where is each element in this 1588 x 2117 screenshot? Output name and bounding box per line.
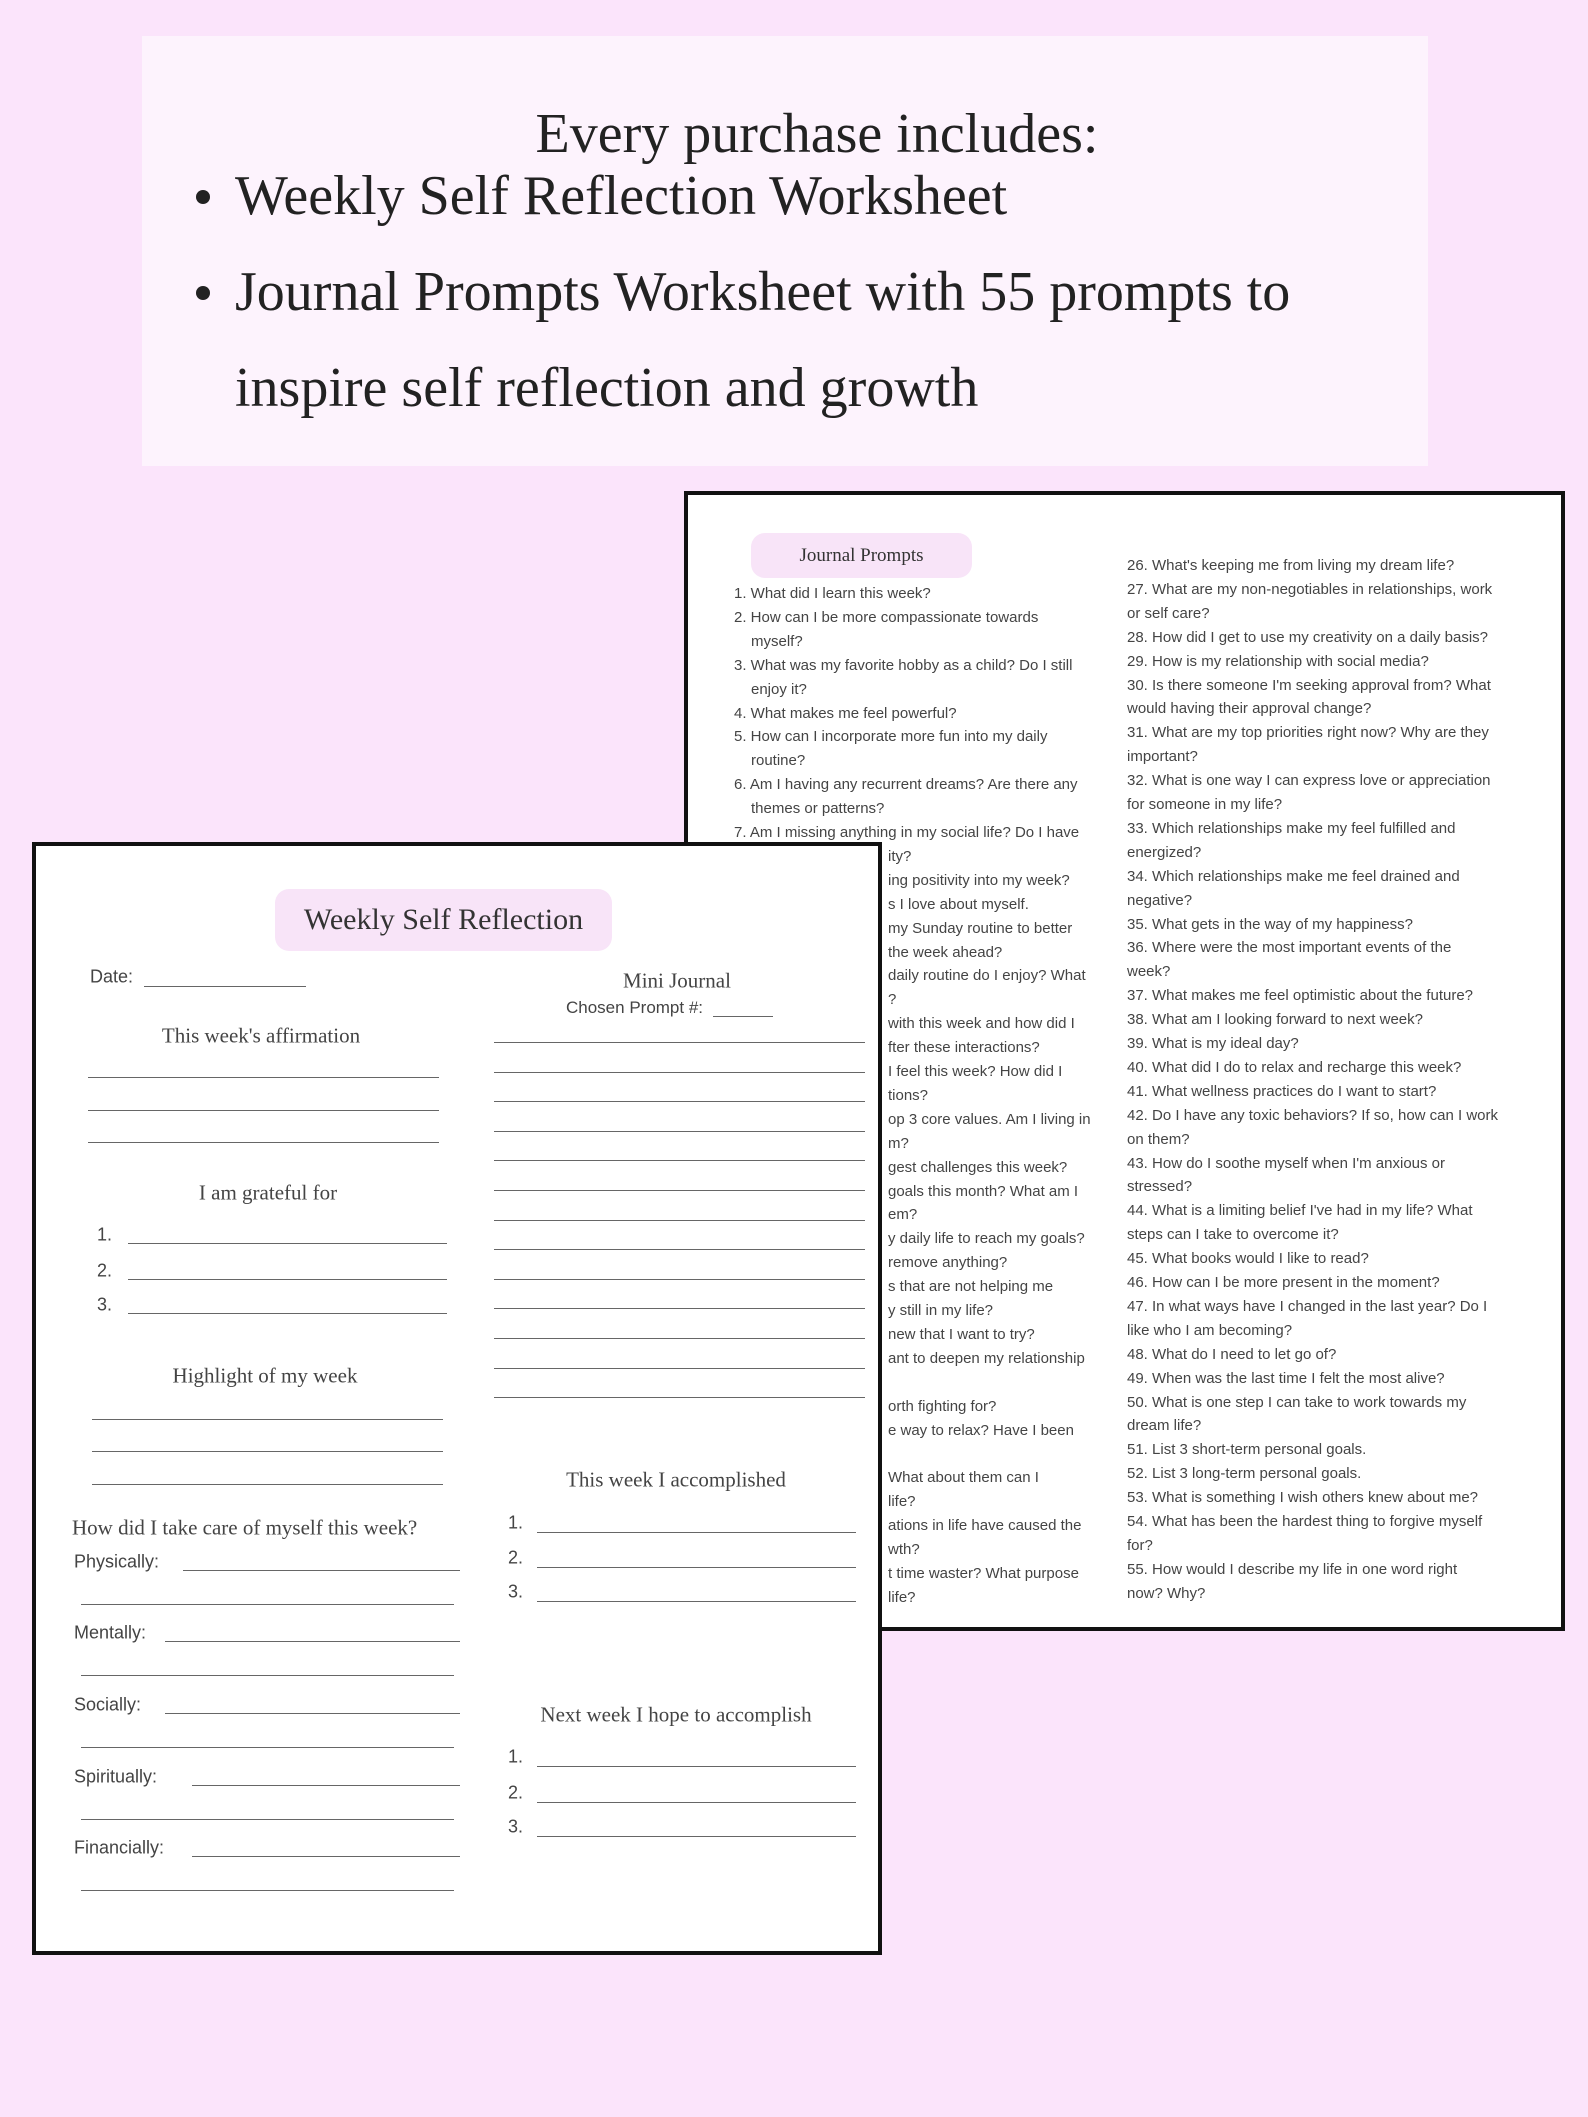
mini-journal-line[interactable] xyxy=(494,1308,865,1309)
prompt-line: 51. List 3 short-term personal goals. xyxy=(1127,1441,1367,1459)
highlight-line[interactable] xyxy=(92,1419,443,1420)
self-care-field[interactable] xyxy=(81,1890,454,1891)
prompt-line: life? xyxy=(888,1588,916,1606)
prompt-line: 41. What wellness practices do I want to start? xyxy=(1127,1082,1437,1100)
prompt-line: 50. What is one step I can take to work towards my xyxy=(1127,1393,1467,1411)
prompt-line: 26. What's keeping me from living my dream life? xyxy=(1127,557,1455,574)
prompt-line: ? xyxy=(888,991,897,1009)
prompt-line: 6. Am I having any recurrent dreams? Are there any xyxy=(734,776,1078,794)
prompt-line: ity? xyxy=(888,847,912,865)
mini-journal-line[interactable] xyxy=(494,1072,865,1073)
next-week-line[interactable] xyxy=(537,1836,856,1837)
next-week-heading: Next week I hope to accomplish xyxy=(540,1702,812,1727)
prompt-line: 36. Where were the most important events of the xyxy=(1127,939,1452,957)
grateful-heading: I am grateful for xyxy=(198,1180,338,1205)
affirmation-line[interactable] xyxy=(88,1110,439,1111)
affirmation-line[interactable] xyxy=(88,1077,439,1078)
prompt-line: routine? xyxy=(751,752,806,770)
accomplished-heading: This week I accomplished xyxy=(566,1467,786,1492)
mini-journal-line[interactable] xyxy=(494,1101,865,1102)
mini-journal-line[interactable] xyxy=(494,1160,865,1161)
prompt-line: energized? xyxy=(1127,843,1202,861)
list-number: 3. xyxy=(508,1581,524,1602)
weekly-reflection-sheet xyxy=(32,842,882,1955)
header-title: Every purchase includes: xyxy=(535,103,1099,165)
highlight-heading: Highlight of my week xyxy=(172,1363,358,1388)
prompt-line: 7. Am I missing anything in my social life? Do I have xyxy=(734,824,1080,841)
prompt-line: dream life? xyxy=(1127,1417,1202,1435)
self-care-field[interactable] xyxy=(81,1604,454,1605)
prompt-line: 44. What is a limiting belief I've had in my life? What xyxy=(1127,1202,1473,1220)
prompt-line: 4. What makes me feel powerful? xyxy=(734,704,957,722)
self-care-label: Spiritually: xyxy=(74,1766,158,1787)
accomplished-line[interactable] xyxy=(537,1601,856,1602)
prompt-line: gest challenges this week? xyxy=(888,1158,1068,1176)
prompt-line: op 3 core values. Am I living in xyxy=(888,1110,1091,1128)
mini-journal-line[interactable] xyxy=(494,1220,865,1221)
grateful-line[interactable] xyxy=(128,1313,447,1314)
prompt-line: goals this month? What am I xyxy=(888,1182,1079,1200)
prompt-line: 1. What did I learn this week? xyxy=(734,585,931,602)
prompt-line: orth fighting for? xyxy=(888,1397,997,1415)
prompt-line: 46. How can I be more present in the moment? xyxy=(1127,1274,1440,1291)
prompt-line: now? Why? xyxy=(1127,1584,1206,1602)
prompt-line: with this week and how did I xyxy=(888,1015,1075,1033)
prompt-line: 31. What are my top priorities right now? Why are they xyxy=(1127,724,1489,742)
prompt-line: would having their approval change? xyxy=(1127,700,1372,718)
prompt-line: on them? xyxy=(1127,1130,1190,1148)
prompt-line: for? xyxy=(1127,1536,1153,1554)
journal-title: Journal Prompts xyxy=(751,533,972,578)
accomplished-line[interactable] xyxy=(537,1532,856,1533)
prompt-line: myself? xyxy=(751,632,803,650)
prompt-line: 30. Is there someone I'm seeking approval from? What xyxy=(1127,676,1491,694)
grateful-line[interactable] xyxy=(128,1279,447,1280)
prompt-line: 54. What has been the hardest thing to forgive myself xyxy=(1127,1513,1483,1530)
prompt-line: 34. Which relationships make me feel drained and xyxy=(1127,867,1460,885)
chosen-prompt-label: Chosen Prompt #: xyxy=(566,998,704,1017)
list-number: 1. xyxy=(508,1746,524,1767)
self-care-field[interactable] xyxy=(81,1675,454,1676)
prompt-line: 2. How can I be more compassionate towards xyxy=(734,608,1039,626)
prompt-line: 28. How did I get to use my creativity on a daily basis? xyxy=(1127,628,1489,646)
self-care-field[interactable] xyxy=(165,1641,460,1642)
self-care-field[interactable] xyxy=(192,1785,460,1786)
mini-journal-line[interactable] xyxy=(494,1338,865,1339)
date-field[interactable] xyxy=(144,986,306,987)
list-number: 2. xyxy=(508,1782,524,1803)
prompt-line: y daily life to reach my goals? xyxy=(888,1230,1085,1248)
prompt-line: like who I am becoming? xyxy=(1127,1321,1293,1339)
next-week-line[interactable] xyxy=(537,1802,856,1803)
prompt-line: I feel this week? How did I xyxy=(888,1063,1063,1080)
prompt-line: 52. List 3 long-term personal goals. xyxy=(1127,1465,1362,1483)
prompt-line: 3. What was my favorite hobby as a child? Do I still xyxy=(734,656,1073,674)
prompt-line: em? xyxy=(888,1206,918,1224)
self-care-label: Mentally: xyxy=(74,1622,147,1643)
self-care-label: Financially: xyxy=(74,1837,165,1858)
prompt-line: new that I want to try? xyxy=(888,1325,1035,1343)
prompt-line: 48. What do I need to let go of? xyxy=(1127,1345,1337,1363)
bullet-icon xyxy=(196,190,210,204)
prompt-line: What about them can I xyxy=(888,1469,1039,1487)
prompt-line: 37. What makes me feel optimistic about the future? xyxy=(1127,987,1474,1005)
prompt-line: wth? xyxy=(888,1541,920,1558)
prompt-line: m? xyxy=(888,1134,909,1152)
weekly-title: Weekly Self Reflection xyxy=(275,889,612,951)
prompt-line: 45. What books would I like to read? xyxy=(1127,1250,1369,1268)
prompt-line: 35. What gets in the way of my happiness? xyxy=(1127,915,1413,933)
prompt-line: stressed? xyxy=(1127,1178,1193,1196)
prompt-line: ant to deepen my relationship xyxy=(888,1349,1085,1367)
prompt-line: negative? xyxy=(1127,891,1193,909)
mini-journal-line[interactable] xyxy=(494,1190,865,1191)
self-care-field[interactable] xyxy=(81,1819,454,1820)
prompt-line: t time waster? What purpose xyxy=(888,1564,1079,1582)
mini-journal-heading: Mini Journal xyxy=(623,968,731,993)
mini-journal-line[interactable] xyxy=(494,1279,865,1280)
prompt-line: 27. What are my non-negotiables in relationships, work xyxy=(1127,580,1493,598)
self-care-field[interactable] xyxy=(183,1570,460,1571)
prompt-line: 39. What is my ideal day? xyxy=(1127,1035,1299,1052)
prompt-line: 38. What am I looking forward to next week? xyxy=(1127,1011,1423,1029)
highlight-line[interactable] xyxy=(92,1484,443,1485)
list-number: 2. xyxy=(97,1260,113,1281)
prompt-line: 42. Do I have any toxic behaviors? If so, how can I work xyxy=(1127,1106,1499,1124)
mini-journal-line[interactable] xyxy=(494,1397,865,1398)
self-care-field[interactable] xyxy=(165,1713,460,1714)
prompt-line: daily routine do I enjoy? What xyxy=(888,967,1086,985)
prompt-line: 40. What did I do to relax and recharge this week? xyxy=(1127,1058,1462,1076)
self-care-heading: How did I take care of myself this week? xyxy=(72,1515,418,1540)
prompt-line: tions? xyxy=(888,1086,929,1104)
mini-journal-line[interactable] xyxy=(494,1042,865,1043)
self-care-label: Physically: xyxy=(74,1551,160,1572)
prompt-line: week? xyxy=(1127,963,1171,981)
accomplished-line[interactable] xyxy=(537,1567,856,1568)
bullet-icon xyxy=(196,286,210,300)
prompt-line: s that are not helping me xyxy=(888,1278,1054,1296)
prompt-line: the week ahead? xyxy=(888,943,1003,961)
mini-journal-line[interactable] xyxy=(494,1249,865,1250)
affirmation-line[interactable] xyxy=(88,1142,439,1143)
prompt-line: 55. How would I describe my life in one word right xyxy=(1127,1560,1458,1578)
prompt-line: 29. How is my relationship with social media? xyxy=(1127,652,1429,670)
highlight-line[interactable] xyxy=(92,1451,443,1452)
affirmation-heading: This week's affirmation xyxy=(161,1023,361,1048)
list-number: 2. xyxy=(508,1547,524,1568)
list-number: 3. xyxy=(97,1294,113,1315)
list-number: 1. xyxy=(97,1224,113,1245)
prompt-line: or self care? xyxy=(1127,604,1210,622)
prompt-line: important? xyxy=(1127,748,1198,766)
prompt-line: 49. When was the last time I felt the most alive? xyxy=(1127,1369,1445,1387)
next-week-line[interactable] xyxy=(537,1766,856,1767)
prompt-line: 32. What is one way I can express love or appreciation xyxy=(1127,772,1491,790)
self-care-label: Socially: xyxy=(74,1694,142,1715)
prompt-line: 5. How can I incorporate more fun into my daily xyxy=(734,728,1048,746)
prompt-line: e way to relax? Have I been xyxy=(888,1421,1074,1439)
list-number: 3. xyxy=(508,1816,524,1837)
date-label: Date: xyxy=(90,966,134,987)
header-box: Every purchase includes: Weekly Self Reflection Worksheet Journal Prompts Worksheet with 55 prompts to inspire self reflection and growth xyxy=(142,36,1428,466)
self-care-field[interactable] xyxy=(192,1856,460,1857)
grateful-line[interactable] xyxy=(128,1243,447,1244)
prompt-line: for someone in my life? xyxy=(1127,796,1283,813)
prompt-line: 33. Which relationships make my feel fulfilled and xyxy=(1127,819,1456,837)
prompt-line: life? xyxy=(888,1493,916,1511)
prompt-line: 43. How do I soothe myself when I'm anxious or xyxy=(1127,1154,1446,1172)
prompt-line: ations in life have caused the xyxy=(888,1517,1082,1535)
prompt-line: 53. What is something I wish others knew about me? xyxy=(1127,1489,1479,1507)
prompt-line: y still in my life? xyxy=(888,1302,994,1319)
prompt-line: 47. In what ways have I changed in the last year? Do I xyxy=(1127,1297,1488,1315)
mini-journal-line[interactable] xyxy=(494,1131,865,1132)
prompt-line: themes or patterns? xyxy=(751,800,885,818)
mini-journal-line[interactable] xyxy=(494,1368,865,1369)
prompt-line: remove anything? xyxy=(888,1254,1008,1272)
prompt-line: steps can I take to overcome it? xyxy=(1127,1226,1339,1244)
prompt-line: s I love about myself. xyxy=(888,895,1029,913)
list-number: 1. xyxy=(508,1512,524,1533)
self-care-field[interactable] xyxy=(81,1747,454,1748)
prompt-line: ing positivity into my week? xyxy=(888,871,1070,889)
prompt-line: fter these interactions? xyxy=(888,1039,1040,1057)
chosen-prompt-field[interactable] xyxy=(713,1016,773,1017)
prompt-line: my Sunday routine to better xyxy=(888,919,1073,937)
prompt-line: enjoy it? xyxy=(751,680,807,698)
